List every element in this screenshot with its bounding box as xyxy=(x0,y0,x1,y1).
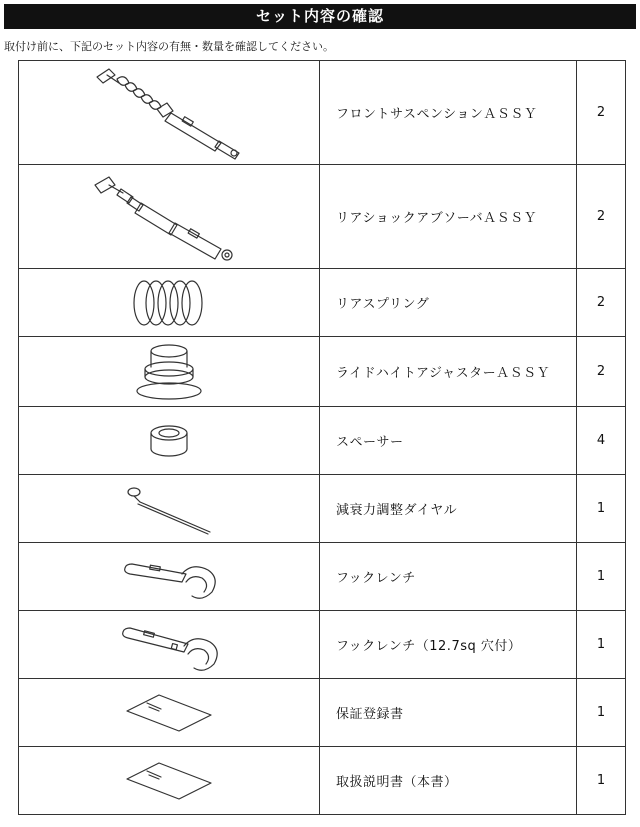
front-suspension-icon xyxy=(79,65,259,161)
item-image-cell xyxy=(19,679,320,747)
item-name: リアショックアブソーバＡＳＳＹ xyxy=(320,165,577,269)
table-row xyxy=(19,475,626,543)
item-image-cell xyxy=(19,475,320,543)
item-quantity: 1 xyxy=(577,679,626,747)
page-title: セット内容の確認 xyxy=(4,4,636,29)
item-name: スペーサー xyxy=(320,407,577,475)
item-quantity: 2 xyxy=(577,337,626,407)
item-quantity: 2 xyxy=(577,165,626,269)
spacer-icon xyxy=(144,421,194,461)
item-quantity: 2 xyxy=(577,269,626,337)
rear-shock-absorber-icon xyxy=(79,169,259,265)
item-image-cell xyxy=(19,337,320,407)
item-name: 取扱説明書（本書） xyxy=(320,747,577,815)
instruction-manual-icon xyxy=(119,759,219,803)
item-name: リアスプリング xyxy=(320,269,577,337)
item-image-cell xyxy=(19,269,320,337)
item-quantity: 4 xyxy=(577,407,626,475)
item-image-cell xyxy=(19,61,320,165)
item-name: 保証登録書 xyxy=(320,679,577,747)
hook-wrench-icon xyxy=(114,552,224,602)
item-name: フックレンチ（12.7sq 穴付） xyxy=(320,611,577,679)
item-name: ライドハイトアジャスターＡＳＳＹ xyxy=(320,337,577,407)
table-row xyxy=(19,747,626,815)
item-image-cell xyxy=(19,407,320,475)
table-row xyxy=(19,61,626,165)
item-image-cell xyxy=(19,165,320,269)
item-quantity: 1 xyxy=(577,543,626,611)
item-image-cell xyxy=(19,747,320,815)
item-quantity: 1 xyxy=(577,611,626,679)
warranty-card-icon xyxy=(119,691,219,735)
table-row xyxy=(19,679,626,747)
table-row xyxy=(19,337,626,407)
rear-spring-icon xyxy=(124,274,214,332)
item-image-cell xyxy=(19,611,320,679)
intro-text: 取付け前に、下記のセット内容の有無・数量を確認してください。 xyxy=(4,40,334,53)
item-quantity: 2 xyxy=(577,61,626,165)
table-row xyxy=(19,269,626,337)
item-name: フックレンチ xyxy=(320,543,577,611)
table-row xyxy=(19,165,626,269)
table-row xyxy=(19,543,626,611)
hook-wrench-with-hole-icon xyxy=(114,618,224,672)
damping-dial-icon xyxy=(114,480,224,538)
item-name: 減衰力調整ダイヤル xyxy=(320,475,577,543)
contents-table xyxy=(18,60,626,815)
item-quantity: 1 xyxy=(577,747,626,815)
item-image-cell xyxy=(19,543,320,611)
table-row xyxy=(19,407,626,475)
item-name: フロントサスペンションＡＳＳＹ xyxy=(320,61,577,165)
item-quantity: 1 xyxy=(577,475,626,543)
ride-height-adjuster-icon xyxy=(129,341,209,403)
table-row xyxy=(19,611,626,679)
